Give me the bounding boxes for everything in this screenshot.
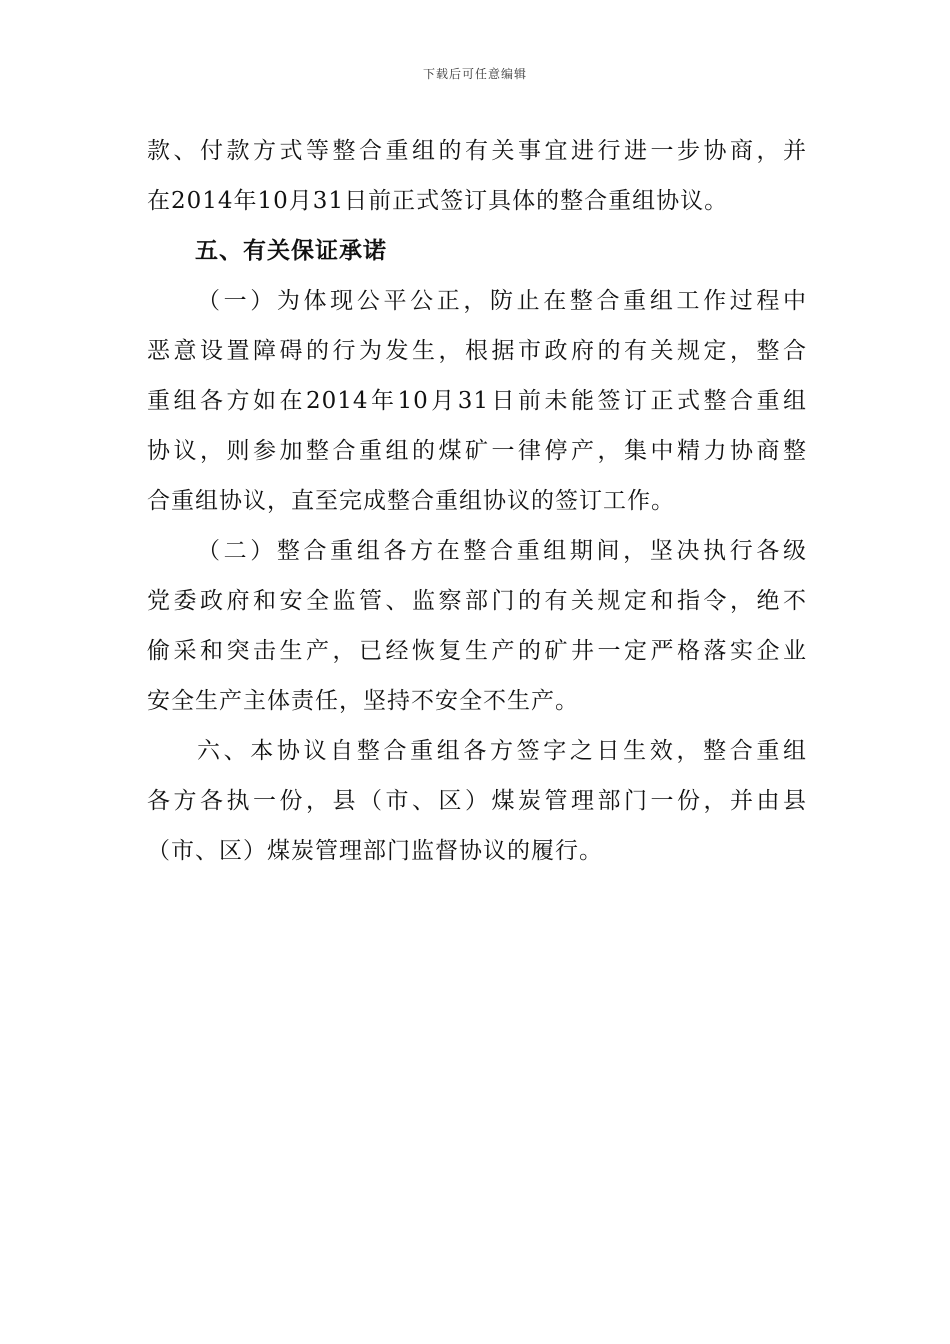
text-line: 各方各执一份，县（市、区）煤炭管理部门一份，并由县 bbox=[147, 788, 807, 814]
text-line: 重组各方如在2014年10月31日前未能签订正式整合重组 bbox=[147, 388, 807, 414]
text-line: 安全生产主体责任，坚持不安全不生产。 bbox=[147, 688, 579, 714]
text-line: 合重组协议，直至完成整合重组协议的签订工作。 bbox=[147, 488, 675, 514]
page-header: 下载后可任意编辑 bbox=[422, 67, 527, 81]
text-line: 款、付款方式等整合重组的有关事宜进行进一步协商，并 bbox=[147, 138, 807, 164]
text-line: 恶意设置障碍的行为发生，根据市政府的有关规定，整合 bbox=[147, 338, 807, 364]
text-line: （市、区）煤炭管理部门监督协议的履行。 bbox=[147, 838, 603, 864]
text-line: （一）为体现公平公正，防止在整合重组工作过程中 bbox=[197, 288, 807, 314]
section-heading: 五、有关保证承诺 bbox=[195, 238, 387, 264]
text-line: 六、本协议自整合重组各方签字之日生效，整合重组 bbox=[197, 738, 807, 764]
text-line: （二）整合重组各方在整合重组期间，坚决执行各级 bbox=[197, 538, 807, 564]
text-line: 协议，则参加整合重组的煤矿一律停产，集中精力协商整 bbox=[147, 438, 807, 464]
paragraph-clause-2 bbox=[147, 526, 807, 726]
document-body bbox=[147, 126, 807, 876]
text-line: 党委政府和安全监管、监察部门的有关规定和指令，绝不 bbox=[147, 588, 807, 614]
paragraph-clause-1 bbox=[147, 276, 807, 526]
text-line: 在2014年10月31日前正式签订具体的整合重组协议。 bbox=[147, 188, 729, 214]
paragraph-continuation bbox=[147, 126, 807, 226]
text-line: 偷采和突击生产，已经恢复生产的矿井一定严格落实企业 bbox=[147, 638, 807, 664]
paragraph-section-6 bbox=[147, 726, 807, 876]
